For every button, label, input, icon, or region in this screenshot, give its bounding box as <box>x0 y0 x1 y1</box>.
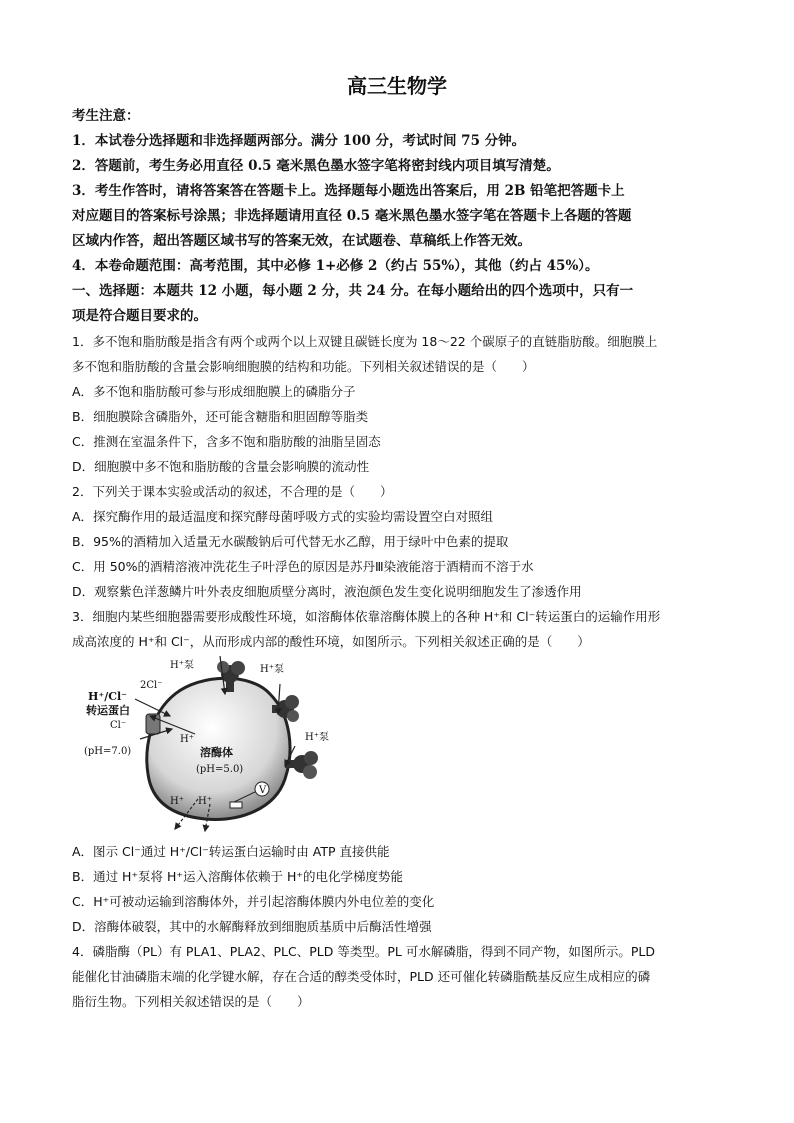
label-h-out: H⁺ <box>170 796 184 807</box>
label-transporter: 转运蛋白 <box>86 704 130 717</box>
question-2-option-c: C．用 50%的酒精溶液冲洗花生子叶浮色的原因是苏丹Ⅲ染液能溶于酒精而不溶于水 <box>72 559 534 574</box>
label-ph-in: (pH=5.0) <box>196 764 244 775</box>
notice-item: 1．本试卷分选择题和非选择题两部分。满分 100 分，考试时间 75 分钟。 <box>72 133 526 149</box>
question-4-stem: 4．磷脂酶（PL）有 PLA1、PLA2、PLC、PLD 等类型。PL 可水解磷脂，得到不同产物，如图所示。PLD <box>72 944 655 959</box>
question-2-option-d: D．观察紫色洋葱鳞片叶外表皮细胞质壁分离时，液泡颜色发生变化说明细胞发生了渗透作用 <box>72 584 582 599</box>
label-lysosome: 溶酶体 <box>200 746 233 759</box>
label-2cl: 2Cl⁻ <box>140 680 163 691</box>
label-h-in: H⁺ <box>180 734 194 745</box>
question-1-option-a: A．多不饱和脂肪酸可参与形成细胞膜上的磷脂分子 <box>72 384 356 399</box>
question-3-option-b: B．通过 H⁺泵将 H⁺运入溶酶体依赖于 H⁺的电化学梯度势能 <box>72 869 403 884</box>
question-3-option-d: D．溶酶体破裂，其中的水解酶释放到细胞质基质中后酶活性增强 <box>72 919 432 934</box>
question-3-option-c: C．H⁺可被动运输到溶酶体外，并引起溶酶体膜内外电位差的变化 <box>72 894 435 909</box>
question-3-stem: 3．细胞内某些细胞器需要形成酸性环境，如溶酶体依靠溶酶体膜上的各种 H⁺和 Cl⁻转运蛋白的运输作用形 <box>72 609 661 624</box>
label-cl: Cl⁻ <box>110 720 127 731</box>
question-2-option-b: B．95%的酒精加入适量无水碳酸钠后可代替无水乙醇，用于绿叶中色素的提取 <box>72 534 509 549</box>
label-h-pump: H⁺泵 <box>260 664 284 675</box>
label-ph-out: (pH=7.0) <box>84 746 132 757</box>
section-heading-cont: 项是符合题目要求的。 <box>72 308 207 324</box>
question-4-stem: 能催化甘油磷脂末端的化学键水解，存在合适的醇类受体时，PLD 还可催化转磷脂酰基反应生成相应的磷 <box>72 969 651 984</box>
notice-item: 对应题目的答案标号涂黑；非选择题请用直径 0.5 毫米黑色墨水签字笔在答题卡上各题的答题 <box>72 208 632 224</box>
notice-item: 2．答题前，考生务必用直径 0.5 毫米黑色墨水签字笔将密封线内项目填写清楚。 <box>72 158 560 174</box>
notice-item: 4．本卷命题范围：高考范围，其中必修 1+必修 2（约占 55%），其他（约占 45%）。 <box>72 258 599 274</box>
lysosome-diagram <box>80 654 340 832</box>
label-h-pump: H⁺泵 <box>170 660 194 671</box>
question-1-option-b: B．细胞膜除含磷脂外，还可能含糖脂和胆固醇等脂类 <box>72 409 369 424</box>
question-1-option-c: C．推测在室温条件下，含多不饱和脂肪酸的油脂呈固态 <box>72 434 381 449</box>
section-heading: 一、选择题：本题共 12 小题，每小题 2 分，共 24 分。在每小题给出的四个选项中，只有一 <box>72 283 634 299</box>
question-3-stem: 成高浓度的 H⁺和 Cl⁻，从而形成内部的酸性环境，如图所示。下列相关叙述正确的是（ ） <box>72 634 590 649</box>
question-2-stem: 2．下列关于课本实验或活动的叙述，不合理的是（ ） <box>72 484 393 499</box>
notice-item: 区域内作答，超出答题区域书写的答案无效，在试题卷、草稿纸上作答无效。 <box>72 233 531 249</box>
question-4-stem: 脂衍生物。下列相关叙述错误的是（ ） <box>72 994 310 1009</box>
question-1-stem: 多不饱和脂肪酸的含量会影响细胞膜的结构和功能。下列相关叙述错误的是（ ） <box>72 359 535 374</box>
page-title: 高三生物学 <box>347 74 447 98</box>
question-3-option-a: A．图示 Cl⁻通过 H⁺/Cl⁻转运蛋白运输时由 ATP 直接供能 <box>72 844 390 859</box>
label-h-pump: H⁺泵 <box>305 732 329 743</box>
question-2-option-a: A．探究酶作用的最适温度和探究酵母菌呼吸方式的实验均需设置空白对照组 <box>72 509 494 524</box>
notice-heading: 考生注意： <box>72 108 140 124</box>
label-transporter: H⁺/Cl⁻ <box>88 690 127 703</box>
label-h-out: H⁺ <box>198 796 212 807</box>
question-1-option-d: D．细胞膜中多不饱和脂肪酸的含量会影响膜的流动性 <box>72 459 370 474</box>
question-1-stem: 1．多不饱和脂肪酸是指含有两个或两个以上双键且碳链长度为 18～22 个碳原子的直链脂肪酸。细胞膜上 <box>72 334 658 349</box>
label-v: V <box>259 785 267 796</box>
notice-item: 3．考生作答时，请将答案答在答题卡上。选择题每小题选出答案后，用 2B 铅笔把答题卡上 <box>72 183 625 199</box>
